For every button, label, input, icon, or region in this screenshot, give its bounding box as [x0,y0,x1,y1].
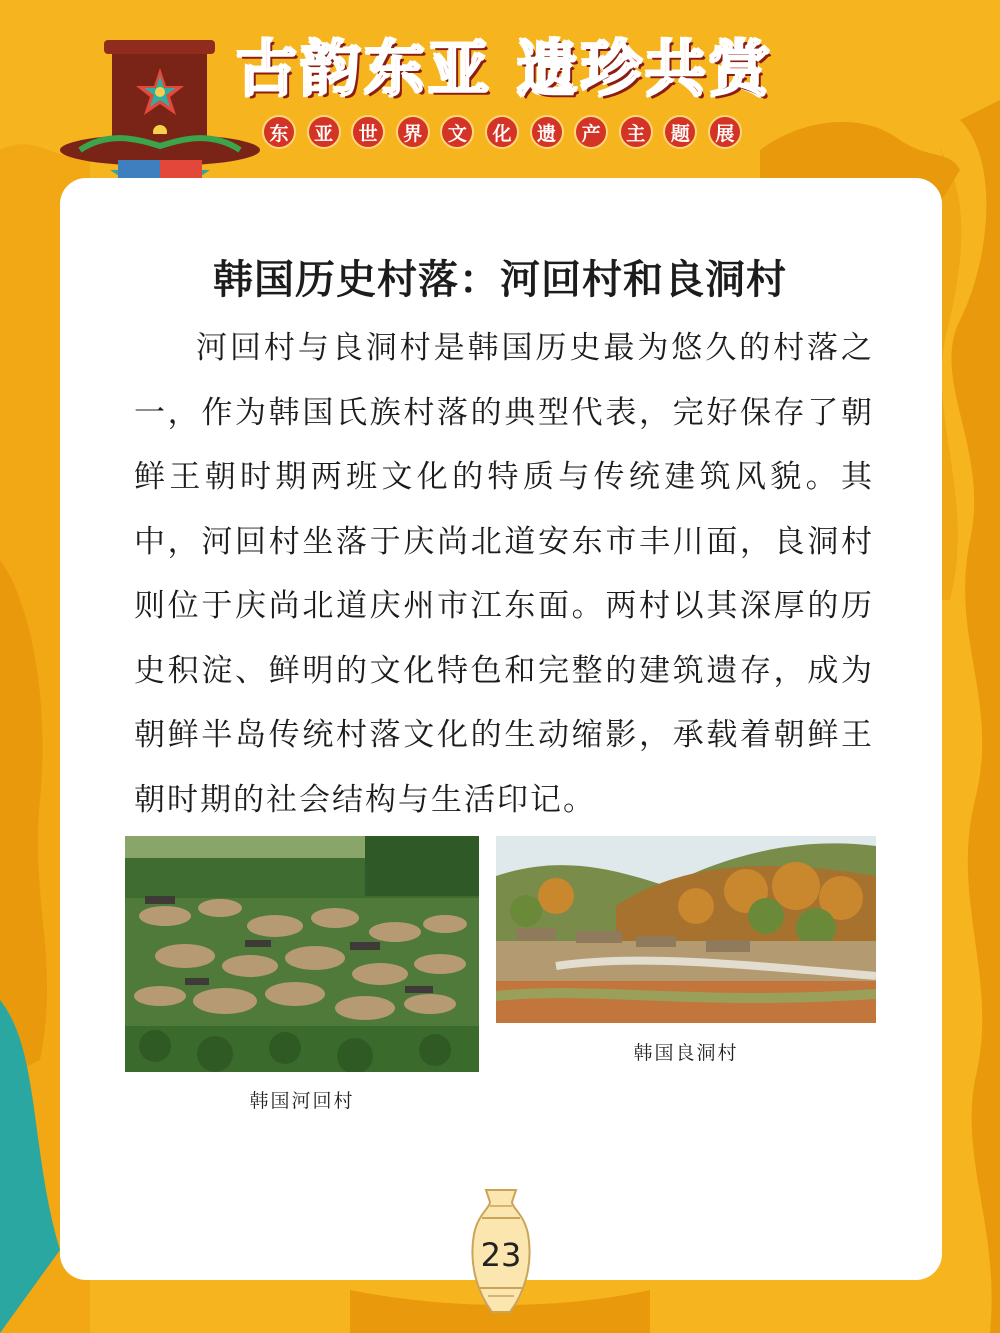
article-heading: 韩国历史村落：河回村和良洞村 [213,256,787,303]
page-number: 23 [480,1236,522,1274]
yangdong-village-caption: 韩国良洞村 [633,1042,739,1064]
hahoe-village-caption: 韩国河回村 [249,1090,355,1112]
subtitle-char: 展 [708,115,742,149]
subtitle-char: 世 [351,115,385,149]
article-body: 河回村与良洞村是韩国历史最为悠久的村落之一，作为韩国氏族村落的典型代表，完好保存了朝鲜王朝时期两班文化的特质与传统建筑风貌。其中，河回村坐落于庆尚北道安东市丰川面，良洞村则位于庆尚北道庆州市江东面。两村以其深厚的历史积淀、鲜明的文化特色和完整的建筑遗存，成为朝鲜半岛传统村落文化的生动缩影，承载着朝鲜王朝时期的社会结构与生活印记。 [134,330,874,818]
subtitle-char: 文 [440,115,474,149]
subtitle-char: 遗 [530,115,564,149]
yangdong-village-photo [496,836,876,1023]
subtitle-char: 题 [663,115,697,149]
subtitle-char: 化 [485,115,519,149]
subtitle-char: 东 [262,115,296,149]
subtitle-char: 界 [396,115,430,149]
subtitle-char: 产 [574,115,608,149]
exhibition-title: 古韵东亚 遗珍共赏 [236,35,774,105]
subtitle-char: 亚 [307,115,341,149]
subtitle-char: 主 [619,115,653,149]
hahoe-village-photo [125,836,479,1072]
exhibition-subtitle [262,112,742,152]
